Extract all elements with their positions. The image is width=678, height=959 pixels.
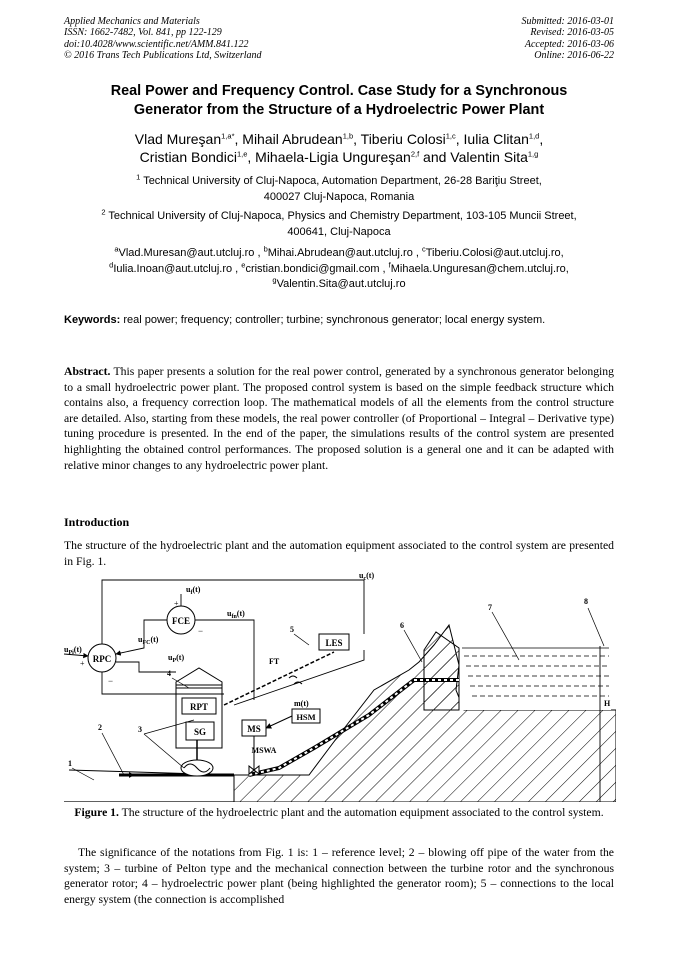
email-link[interactable]: Mihaela.Unguresan@chem.utcluj.ro, xyxy=(390,262,569,275)
doi: doi:10.4028/www.scientific.net/AMM.841.122 xyxy=(64,38,249,50)
rpc-label: RPC xyxy=(92,654,112,664)
copyright: © 2016 Trans Tech Publications Ltd, Switzerland xyxy=(64,50,262,62)
header-left xyxy=(64,16,262,62)
author-name: Vlad Mureşan xyxy=(134,131,222,147)
fce-label: FCE xyxy=(172,616,190,626)
author-name: Cristian Bondici xyxy=(139,149,237,165)
affiliation-2 xyxy=(64,209,614,240)
email-link[interactable]: Mihai.Abrudean@aut.utcluj.ro xyxy=(267,247,413,259)
author-name: Mihaela-Ligia Ungureşan xyxy=(255,149,411,165)
issn: ISSN: 1662-7482, Vol. 841, pp 122-129 xyxy=(64,27,222,39)
figure-caption-label: Figure 1. xyxy=(74,806,119,819)
author-line-1: Vlad Mureşan$^{1,a*}$, Mihail Abrudean$^{1,b}$, Tiberiu Colosi$^{1,c}$, Iulia Clitan$^{1,d}$, xyxy=(134,131,544,147)
email-sup: g xyxy=(272,275,277,285)
email-sup: f xyxy=(388,259,391,269)
author-list xyxy=(64,130,614,166)
email-link[interactable]: cristian.bondici@gmail.com xyxy=(245,262,380,275)
abstract-text: This paper presents a solution for the real power control, generated by a synchronous generator belonging to a small hydroelectric power plant. The proposed control system is based on the simple feedback structure which contains also, a frequency correction loop. The mathematical models of all the elements from the control structure are detailed. Also, starting from these models, the real power controller (of Proportional – Integral – Derivative type) tuning procedure is presented. In the end of the paper, the simulations results of the control system are presented highlighting the obtained control performances. The proposed solution is a general one and it can be adapted with relative minor changes to any hydroelectric power plant. xyxy=(64,365,614,472)
author-sup: 2,f xyxy=(410,149,420,159)
paper-title xyxy=(64,82,614,120)
author-sup: 1,e xyxy=(236,149,248,159)
height-label: H xyxy=(604,699,611,708)
email-sup: e xyxy=(241,259,246,269)
author-sup: 1,a* xyxy=(221,131,235,141)
rpt-label: RPT xyxy=(190,702,208,712)
les-label: LES xyxy=(325,638,343,648)
author-sup: 1,c xyxy=(445,131,456,141)
ft-label: FT xyxy=(269,657,280,666)
affiliation-sup: 1 xyxy=(136,172,141,182)
affiliation-line: 400027 Cluj-Napoca, Romania xyxy=(263,190,415,203)
title-line-2: Generator from the Structure of a Hydroelectric Power Plant xyxy=(133,102,545,118)
svg-text:2: 2 xyxy=(98,723,102,732)
plus-sign: + xyxy=(80,659,85,668)
figure-caption-text: The structure of the hydroelectric plant and the automation equipment associated to the control system. xyxy=(121,806,604,819)
affiliation-line: Technical University of Cluj-Napoca, Physics and Chemistry Department, 103-105 Muncii Street, xyxy=(108,210,577,222)
abstract-label: Abstract. xyxy=(64,365,111,378)
author-sup: 1,g xyxy=(527,149,539,159)
plus-sign: + xyxy=(174,599,179,608)
plant-diagram xyxy=(64,570,616,802)
signal-upi: $u_{Pi}(t)$ xyxy=(64,645,82,656)
signal-m: m(t) xyxy=(294,699,309,708)
journal-name: Applied Mechanics and Materials xyxy=(64,16,200,27)
affiliation-1 xyxy=(64,174,614,205)
online-date: Online: 2016-06-22 xyxy=(534,50,614,62)
signal-uf: $u_f(t)$ xyxy=(186,585,201,596)
affiliation-line: Technical University of Cluj-Napoca, Automation Department, 26-28 Bariţiu Street, xyxy=(143,175,542,187)
introduction-text: The structure of the hydroelectric plant and the automation equipment associated to the control system are presented in Fig. 1. xyxy=(64,539,614,568)
revised-date: Revised: 2016-03-05 xyxy=(530,27,614,39)
submitted-date: Submitted: 2016-03-01 xyxy=(521,16,614,27)
affiliation-line: 400641, Cluj-Napoca xyxy=(287,225,391,238)
affiliation-sup: 2 xyxy=(101,207,106,217)
author-name: Iulia Clitan xyxy=(463,131,529,147)
keywords xyxy=(64,313,614,327)
title-line-1: Real Power and Frequency Control. Case Study for a Synchronous xyxy=(110,83,568,99)
author-sup: 1,b xyxy=(342,131,354,141)
section-heading-introduction: Introduction xyxy=(64,515,130,529)
email-sup: c xyxy=(422,244,426,254)
keywords-text: real power; frequency; controller; turbine; synchronous generator; local energy system. xyxy=(123,314,546,326)
minus-sign: − xyxy=(108,676,114,686)
author-name: Tiberiu Colosi xyxy=(360,131,446,147)
ms-label: MS xyxy=(247,724,261,734)
email-link[interactable]: Iulia.Inoan@aut.utcluj.ro xyxy=(113,262,233,275)
figure-caption xyxy=(64,805,614,821)
email-sup: a xyxy=(114,244,119,254)
signal-up: $u_P(t)$ xyxy=(168,653,185,664)
email-link[interactable]: Tiberiu.Colosi@aut.utcluj.ro, xyxy=(425,247,564,259)
keywords-label: Keywords: xyxy=(64,314,121,326)
header-right xyxy=(522,16,615,62)
email-link[interactable]: Valentin.Sita@aut.utcluj.ro xyxy=(276,278,406,290)
svg-text:4: 4 xyxy=(167,669,171,678)
author-sup: 1,d xyxy=(528,131,540,141)
abstract xyxy=(64,364,614,473)
figure-1 xyxy=(64,570,616,802)
svg-text:6: 6 xyxy=(400,621,404,630)
email-sup: b xyxy=(263,244,268,254)
accepted-date: Accepted: 2016-03-06 xyxy=(524,38,614,50)
signal-ufn: $u_{fn}(t)$ xyxy=(227,609,245,620)
body-paragraph: The significance of the notations from Fig. 1 is: 1 – reference level; 2 – blowing off pipe of the water from the system; 3 – turbine of Pelton type and the mechanical connection between the turbine rotor and the synchronous generator rotor; 4 – hydroelectric power plant (being highlighted the generator room); 5 – connections to the local energy system (the connection is accomplished xyxy=(64,846,614,906)
svg-text:3: 3 xyxy=(138,725,142,734)
email-list: $^a$Vlad.Muresan@aut.utcluj.ro , $^b$Mihai.Abrudean@aut.utcluj.ro , $^c$Tiberiu.Colosi@aut.utcluj.ro, $^d$Iulia.Inoan@aut.utcluj.ro , $^e$cristian.bondici@gmail.com , $^f$Mihaela.Unguresan@chem.utcluj.ro, $^g$Valentin.Sita@aut.utcluj.ro xyxy=(109,244,569,290)
author-name: Valentin Sita xyxy=(450,149,528,165)
mswa-label: MSWA xyxy=(251,746,277,755)
svg-text:1: 1 xyxy=(68,759,72,768)
signal-uc: $u_c(t)$ xyxy=(359,571,375,582)
hsm-label: HSM xyxy=(296,712,316,722)
svg-text:8: 8 xyxy=(584,597,588,606)
svg-text:5: 5 xyxy=(290,625,294,634)
email-link[interactable]: Vlad.Muresan@aut.utcluj.ro xyxy=(118,247,255,259)
svg-text:7: 7 xyxy=(488,603,492,612)
author-name: Mihail Abrudean xyxy=(242,131,343,147)
sg-label: SG xyxy=(193,727,207,737)
email-sup: d xyxy=(109,259,114,269)
minus-sign: − xyxy=(198,626,204,636)
author-line-2: Cristian Bondici$^{1,e}$, Mihaela-Ligia Ungureşan$^{2,f}$ and Valentin Sita$^{1,g}$ xyxy=(139,149,539,165)
signal-ufc: $u_{FC}(t)$ xyxy=(138,635,159,646)
